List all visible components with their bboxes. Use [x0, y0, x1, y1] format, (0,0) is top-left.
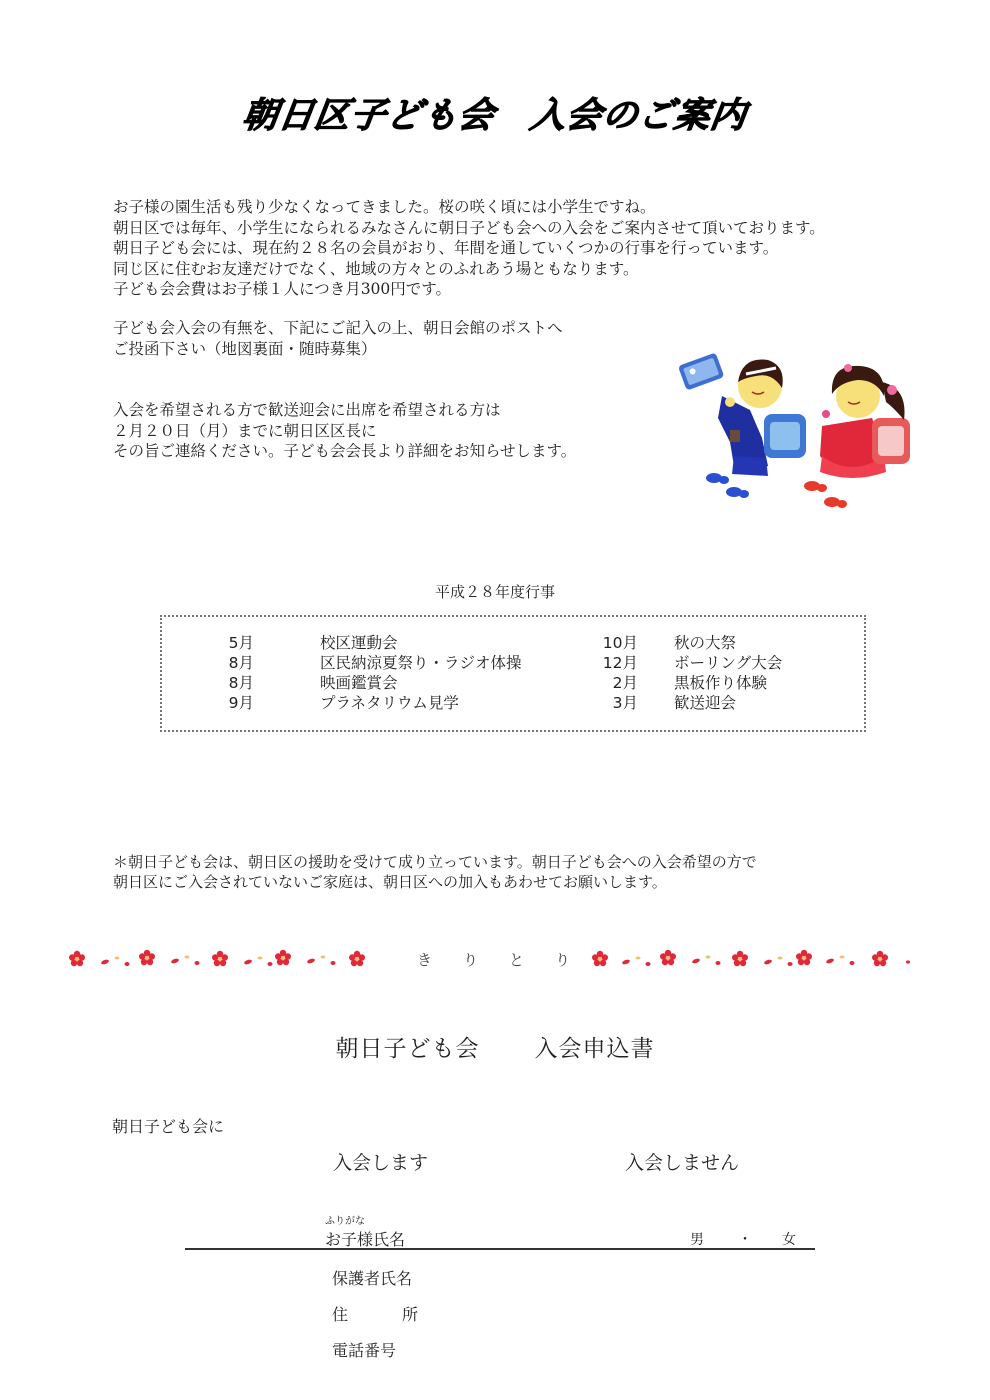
intro-line: 朝日子ども会には、現在約２８名の会員がおり、年間を通していくつかの行事を行っています。 [113, 239, 779, 257]
cut-line [65, 946, 925, 972]
gender-male-option[interactable]: 男 [690, 1232, 704, 1248]
farewell-line: ２月２０日（月）までに朝日区区長に [113, 421, 377, 440]
sakura-border-left-icon [65, 946, 375, 972]
child-name-label: お子様氏名 [325, 1230, 406, 1249]
schedule-month: 3月 [612, 694, 638, 712]
phone-label: 電話番号 [332, 1341, 397, 1360]
schedule-row [582, 691, 862, 711]
schedule-event: 黒板作り体験 [674, 674, 768, 692]
gender-female-option[interactable]: 女 [782, 1232, 796, 1248]
schedule-row [582, 631, 862, 651]
children-illustration [672, 338, 932, 518]
schedule-row [582, 651, 862, 671]
schedule-table [160, 615, 866, 732]
cut-line-char: り [463, 951, 479, 969]
assistance-note [113, 852, 757, 892]
farewell-line: 入会を希望される方で歓送迎会に出席を希望される方は [113, 401, 501, 419]
submission-line: 子ども会入会の有無を、下記にご記入の上、朝日会館のポストへ [113, 319, 563, 337]
cut-line-char: と [509, 951, 525, 969]
child-name-field[interactable] [185, 1248, 815, 1250]
cut-line-char: り [555, 951, 571, 969]
address-label-part: 住 [332, 1305, 349, 1324]
schedule-month: 2月 [612, 674, 638, 692]
intro-line: 子ども会会費はお子様１人につき月300円です。 [113, 280, 452, 298]
children-illustration-icon [672, 338, 932, 518]
schedule-row [582, 671, 862, 691]
schedule-month: 10月 [602, 634, 638, 652]
sakura-border-right-icon [590, 946, 920, 972]
schedule-event: プラネタリウム見学 [320, 694, 459, 712]
page-title: 朝日区子ども会 入会のご案内 [239, 96, 750, 136]
schedule-row [162, 671, 582, 691]
farewell-line: その旨ご連絡ください。子ども会会長より詳細をお知らせします。 [113, 442, 577, 460]
schedule-month: 9月 [228, 694, 254, 712]
schedule-month: 8月 [228, 674, 254, 692]
schedule-event: 校区運動会 [320, 634, 398, 652]
form-title [0, 1030, 990, 1063]
schedule-event: 区民納涼夏祭り・ラジオ体操 [320, 654, 522, 672]
option-join[interactable]: 入会します [333, 1152, 429, 1174]
submission-paragraph [113, 318, 563, 359]
schedule-event: 歓送迎会 [674, 694, 737, 712]
schedule-month: 5月 [228, 634, 254, 652]
schedule-row [162, 691, 582, 711]
schedule-row [162, 631, 582, 651]
cut-line-char: き [417, 951, 433, 969]
intro-line: 朝日区では毎年、小学生になられるみなさんに朝日子ども会への入会をご案内させて頂いております。 [113, 218, 825, 237]
schedule-month: 12月 [602, 654, 638, 672]
schedule-event: ボーリング大会 [674, 654, 783, 672]
note-line: 朝日区にご入会されていないご家庭は、朝日区への加入もあわせてお願いします。 [113, 873, 667, 891]
schedule-event: 映画鑑賞会 [320, 674, 398, 692]
schedule-month: 8月 [228, 654, 254, 672]
schedule-title: 平成２８年度行事 [434, 583, 555, 601]
farewell-paragraph [113, 400, 576, 462]
gender-separator: ・ [738, 1232, 752, 1248]
submission-line: ご投函下さい（地図裏面・随時募集） [113, 339, 377, 358]
intro-line: お子様の園生活も残り少なくなってきました。桜の咲く頃には小学生ですね。 [113, 198, 656, 216]
intro-paragraph [113, 197, 825, 300]
guardian-name-label: 保護者氏名 [332, 1269, 413, 1288]
address-label [332, 1302, 418, 1325]
note-line: ＊朝日子ども会は、朝日区の援助を受けて成り立っています。朝日子ども会への入会希望の方で [113, 853, 757, 871]
schedule-event: 秋の大祭 [674, 634, 737, 652]
form-to-label: 朝日子ども会に [112, 1117, 225, 1136]
form-title-doc: 入会申込書 [534, 1036, 655, 1062]
intro-line: 同じ区に住むお友達だけでなく、地域の方々とのふれあう場ともなります。 [113, 259, 639, 278]
schedule-row [162, 651, 582, 671]
form-title-org: 朝日子ども会 [335, 1036, 480, 1062]
furigana-label: ふりがな [325, 1216, 365, 1227]
option-decline[interactable]: 入会しません [625, 1152, 740, 1174]
address-label-part: 所 [402, 1305, 419, 1324]
